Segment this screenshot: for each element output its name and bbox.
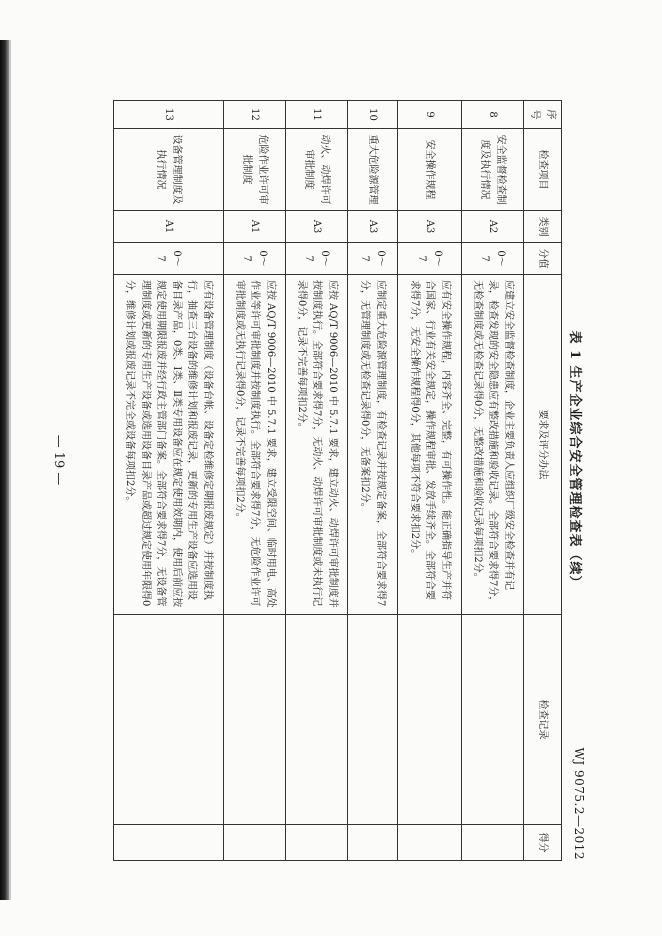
row-no: 9 [398, 101, 462, 129]
row-record [114, 615, 224, 825]
row-item: 危险作业许可审批制度 [224, 129, 286, 211]
row-score: 0～7 [286, 243, 348, 275]
row-result [114, 825, 224, 861]
row-category: A1 [114, 211, 224, 243]
row-item: 重大危险源管理 [348, 129, 398, 211]
rotated-page [34, 60, 594, 860]
scan-binding-edge [0, 40, 9, 900]
column-header-no: 序号 [524, 101, 562, 129]
table-row [462, 101, 524, 861]
column-header-record: 检查记录 [524, 615, 562, 825]
row-no: 13 [114, 101, 224, 129]
row-score: 0～7 [114, 243, 224, 275]
row-result [224, 825, 286, 861]
row-score: 0～7 [462, 243, 524, 275]
inspection-table [113, 100, 562, 861]
column-header-result: 得分 [524, 825, 562, 861]
column-header-item: 检查项目 [524, 129, 562, 211]
row-category: A3 [348, 211, 398, 243]
row-result [348, 825, 398, 861]
table-row [114, 101, 224, 861]
row-category: A1 [224, 211, 286, 243]
row-requirement: 应制定重大危险源管理制度，有检查记录并按规定备案，全部符合要求得7分，无管理制度或无检查记录得0分，无备案扣2分。 [348, 275, 398, 615]
row-result [286, 825, 348, 861]
row-requirement: 应按 AQ/T 9006—2010 中 5.7.1 要求，建立动火、动焊许可审批制度并按制度执行。全部符合要求得7分，无动火、动焊许可审批制度或未执行记录得0分，记录不完善每项扣2分。 [286, 275, 348, 615]
row-no: 10 [348, 101, 398, 129]
page-number: — 19 — [51, 434, 66, 486]
row-record [398, 615, 462, 825]
row-result [462, 825, 524, 861]
row-requirement: 应按 AQ/T 9006—2010 中 5.7.1 要求，建立受限空间、临时用电、高处作业等许可审批制度并按制度执行。全部符合要求得7分，无危险作业许可审批制度或无执行记录得0分，记录不完善每项扣2分。 [224, 275, 286, 615]
table-row [348, 101, 398, 861]
row-no: 12 [224, 101, 286, 129]
table-row [286, 101, 348, 861]
scan-binding-shadow [9, 40, 11, 900]
table-row [224, 101, 286, 861]
row-record [224, 615, 286, 825]
row-no: 11 [286, 101, 348, 129]
table-header-row [524, 101, 562, 861]
row-item: 安全监督检查制度及执行情况 [462, 129, 524, 211]
row-item: 设备管理制度及执行情况 [114, 129, 224, 211]
row-result [398, 825, 462, 861]
column-header-score: 分值 [524, 243, 562, 275]
table-title: 表 1 生产企业综合安全管理检查表（续） [567, 330, 582, 590]
row-item: 安全操作规程 [398, 129, 462, 211]
row-record [348, 615, 398, 825]
row-category: A3 [398, 211, 462, 243]
row-category: A3 [286, 211, 348, 243]
row-requirement: 应建立安全监督检查制度，企业主要负责人应组织厂级安全检查并有记录，检查发现的安全隐患应有整改措施和验收记录。全部符合要求得7分，无检查制度或无检查记录得0分，无整改措施和验收记录每项扣2分。 [462, 275, 524, 615]
row-record [462, 615, 524, 825]
table-row [398, 101, 462, 861]
row-requirement: 应有安全操作规程，内容齐全、完整，有可操作性。能正确指导生产并符合国家、行业有关安全规定，操作规程审批、发放手续齐全。全部符合要求得7分，无安全操作规程得0分，其他每项不符合要求扣2分。 [398, 275, 462, 615]
row-score: 0～7 [224, 243, 286, 275]
row-score: 0～7 [348, 243, 398, 275]
standard-code: WJ 9075.2—2012 [572, 747, 586, 860]
row-no: 8 [462, 101, 524, 129]
row-record [286, 615, 348, 825]
row-item: 动火、动焊许可审批制度 [286, 129, 348, 211]
row-requirement: 应有设备管理制度（设备台帐、设备定检维修定期报废规定）并按制度执行，抽查三台设备的维修计划和报废记录，更新的专用生产设备应选用设备目录产品，0类、Ⅰ类、Ⅱ类专用设备应在规定使用效期内，使用后前应按规定使用期限报废并经行政主管部门备案。全部符合要求得7分，无设备管理制度或更新的专用生产设备或选用设备目录产品或超过规定使用年限得0分，维修计划或报废记录不完全或设备每项扣2分。 [114, 275, 224, 615]
row-category: A2 [462, 211, 524, 243]
column-header-requirement: 要求及评分办法 [524, 275, 562, 615]
column-header-category: 类别 [524, 211, 562, 243]
row-score: 0～7 [398, 243, 462, 275]
